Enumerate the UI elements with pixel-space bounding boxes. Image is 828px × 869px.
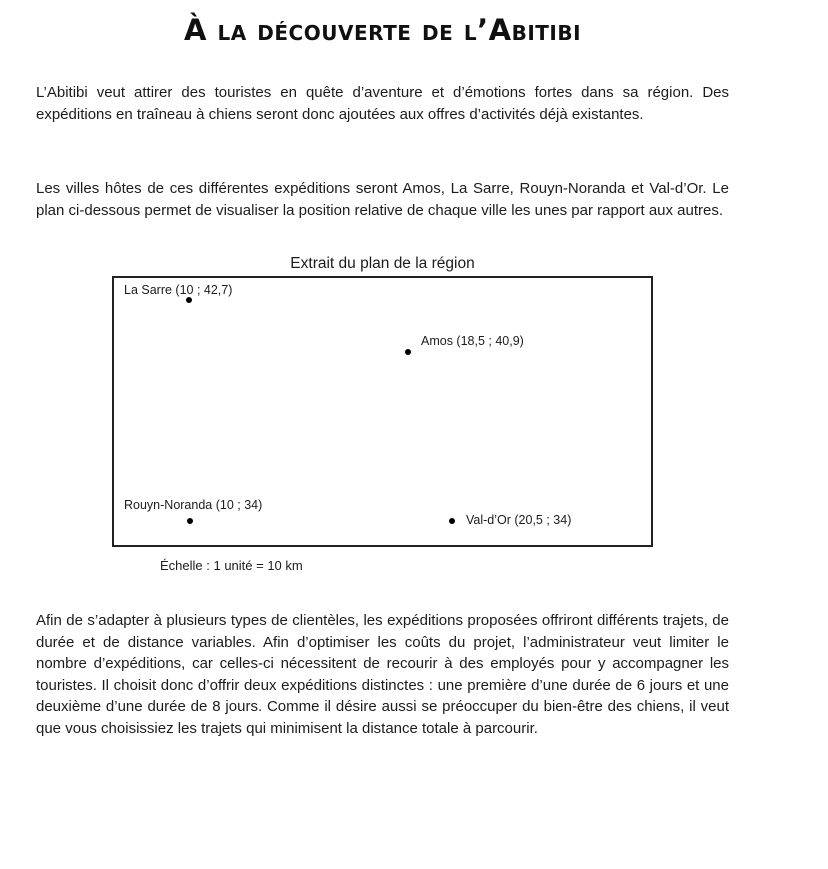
- map-point-label-val-dor: Val-d’Or (20,5 ; 34): [466, 513, 572, 527]
- map-scale-note: Échelle : 1 unité = 10 km: [160, 558, 303, 573]
- map-point-dot-la-sarre: [186, 297, 192, 303]
- paragraph-constraints: Afin de s’adapter à plusieurs types de clientèles, les expéditions proposées offriront différents trajets, de durée et de distance variables. Afin d’optimiser les coûts du projet, l’administrateur veut limiter le nombre d’expéditions, car celles-ci nécessitent de recourir à des employés pour y accompagner les touristes. Il choisit donc d’offrir deux expéditions distinctes : une première d’une durée de 6 jours et une deuxième d’une durée de 8 jours. Comme il désire aussi se préoccuper du bien-être des chiens, il veut que vous choisissiez les trajets qui minimisent la distance totale à parcourir.: [36, 612, 729, 737]
- map-title: Extrait du plan de la région: [290, 255, 475, 272]
- map-point-label-amos: Amos (18,5 ; 40,9): [421, 334, 524, 348]
- map-frame: [112, 276, 653, 547]
- paragraph-cities: Les villes hôtes de ces différentes expéditions seront Amos, La Sarre, Rouyn-Noranda et Val-d’Or. Le plan ci-dessous permet de visualiser la position relative de chaque ville les unes par rapport aux autres.: [36, 180, 729, 219]
- map-point-dot-amos: [405, 349, 411, 355]
- map-point-dot-val-dor: [449, 518, 455, 524]
- map-point-dot-rouyn-noranda: [187, 518, 193, 524]
- map-point-label-la-sarre: La Sarre (10 ; 42,7): [124, 283, 233, 297]
- paragraph-intro: L’Abitibi veut attirer des touristes en quête d’aventure et d’émotions fortes dans sa région. Des expéditions en traîneau à chiens seront donc ajoutées aux offres d’activités déjà existantes.: [36, 84, 729, 123]
- map-point-label-rouyn-noranda: Rouyn-Noranda (10 ; 34): [124, 498, 263, 512]
- document-title: À la découverte de l’Abitibi: [183, 13, 582, 47]
